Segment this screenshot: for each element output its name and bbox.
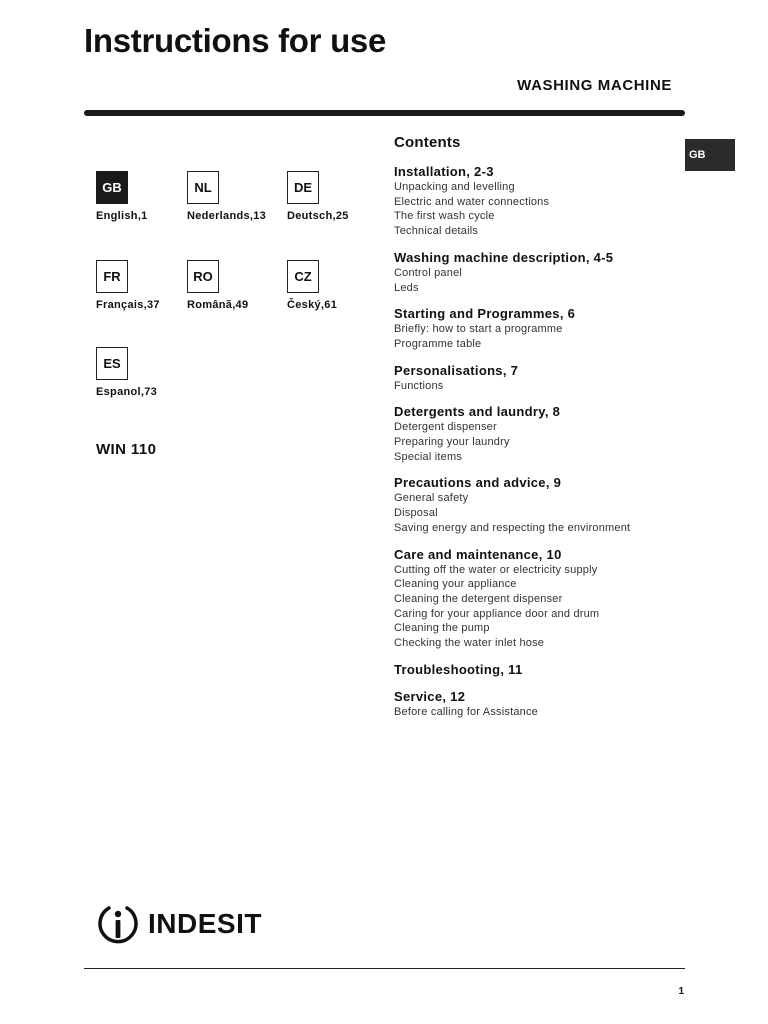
language-label: Český,61 (287, 299, 338, 311)
toc-section-title[interactable]: Personalisations, 7 (394, 362, 519, 378)
toc-item[interactable]: Briefly: how to start a programme (394, 323, 563, 336)
language-link-cz[interactable] (287, 260, 387, 311)
toc-item[interactable]: Functions (394, 379, 444, 392)
toc-item[interactable]: General safety (394, 492, 469, 505)
toc-section-title[interactable]: Care and maintenance, 10 (394, 546, 562, 562)
toc-section-programmes (394, 306, 684, 351)
toc-item[interactable]: Leds (394, 281, 419, 294)
language-link-fr[interactable] (96, 260, 196, 311)
toc-item[interactable]: Unpacking and levelling (394, 181, 515, 193)
language-code-box[interactable]: RO (187, 260, 219, 293)
language-label: Românã,49 (187, 299, 249, 311)
language-code-box[interactable]: DE (287, 171, 319, 204)
toc-item[interactable]: The first wash cycle (394, 210, 495, 223)
language-code-box[interactable]: GB (96, 171, 128, 204)
toc-item[interactable]: Cleaning the pump (394, 622, 490, 635)
toc-item[interactable]: Programme table (394, 337, 482, 350)
toc-section-title[interactable]: Precautions and advice, 9 (394, 475, 562, 491)
language-link-gb[interactable] (96, 171, 196, 222)
document-subtitle: WASHING MACHINE (517, 77, 672, 94)
toc-item[interactable]: Before calling for Assistance (394, 705, 538, 718)
toc-item[interactable]: Preparing your laundry (394, 436, 510, 449)
toc-section-title[interactable]: Troubleshooting, 11 (394, 661, 523, 677)
contents-heading: Contents (394, 134, 461, 151)
toc-section-title[interactable]: Detergents and laundry, 8 (394, 404, 561, 420)
toc-section-precautions (394, 475, 684, 535)
toc-item[interactable]: Saving energy and respecting the environment (394, 521, 631, 534)
bottom-divider (84, 968, 685, 969)
toc-section-title[interactable]: Installation, 2-3 (394, 164, 494, 179)
toc-section-service (394, 689, 684, 720)
toc-item[interactable]: Special items (394, 450, 463, 463)
language-label: Nederlands,13 (187, 210, 267, 222)
toc-section-troubleshooting (394, 662, 684, 678)
language-label: Deutsch,25 (287, 210, 349, 222)
language-link-de[interactable] (287, 171, 387, 222)
page-title: Instructions for use (84, 22, 387, 59)
toc-section-personalisations (394, 363, 684, 394)
toc-item[interactable]: Electric and water connections (394, 195, 550, 208)
language-link-es[interactable] (96, 347, 196, 398)
toc-item[interactable]: Detergent dispenser (394, 421, 497, 434)
toc-item[interactable]: Checking the water inlet hose (394, 637, 545, 650)
model-name: WIN 110 (96, 441, 157, 458)
toc-section-care (394, 547, 684, 651)
toc-item[interactable]: Disposal (394, 507, 438, 520)
toc-item[interactable]: Cleaning your appliance (394, 578, 517, 591)
toc-section-title[interactable]: Washing machine description, 4-5 (394, 249, 614, 265)
language-label: Espanol,73 (96, 386, 158, 398)
toc-section-detergents (394, 404, 684, 464)
language-code-box[interactable]: CZ (287, 260, 319, 293)
toc-section-title[interactable]: Service, 12 (394, 688, 466, 704)
language-link-ro[interactable] (187, 260, 287, 311)
language-label: Français,37 (96, 299, 160, 311)
table-of-contents (394, 134, 684, 730)
top-divider (84, 110, 685, 116)
toc-item[interactable]: Technical details (394, 225, 479, 238)
toc-section-description (394, 250, 684, 295)
brand-name: INDESIT (148, 908, 262, 939)
language-side-tab[interactable]: GB (685, 139, 735, 171)
indesit-logo (96, 902, 262, 946)
language-link-nl[interactable] (187, 171, 287, 222)
language-code-box[interactable]: FR (96, 260, 128, 293)
toc-section-installation (394, 164, 684, 239)
indesit-logo-icon (96, 902, 140, 946)
toc-item[interactable]: Caring for your appliance door and drum (394, 607, 600, 620)
toc-item[interactable]: Cleaning the detergent dispenser (394, 592, 563, 605)
toc-section-title[interactable]: Starting and Programmes, 6 (394, 306, 576, 322)
toc-item[interactable]: Control panel (394, 266, 463, 279)
language-label: English,1 (96, 210, 148, 222)
language-code-box[interactable]: NL (187, 171, 219, 204)
toc-item[interactable]: Cutting off the water or electricity supply (394, 563, 598, 576)
page-number: 1 (678, 986, 684, 997)
language-code-box[interactable]: ES (96, 347, 128, 380)
